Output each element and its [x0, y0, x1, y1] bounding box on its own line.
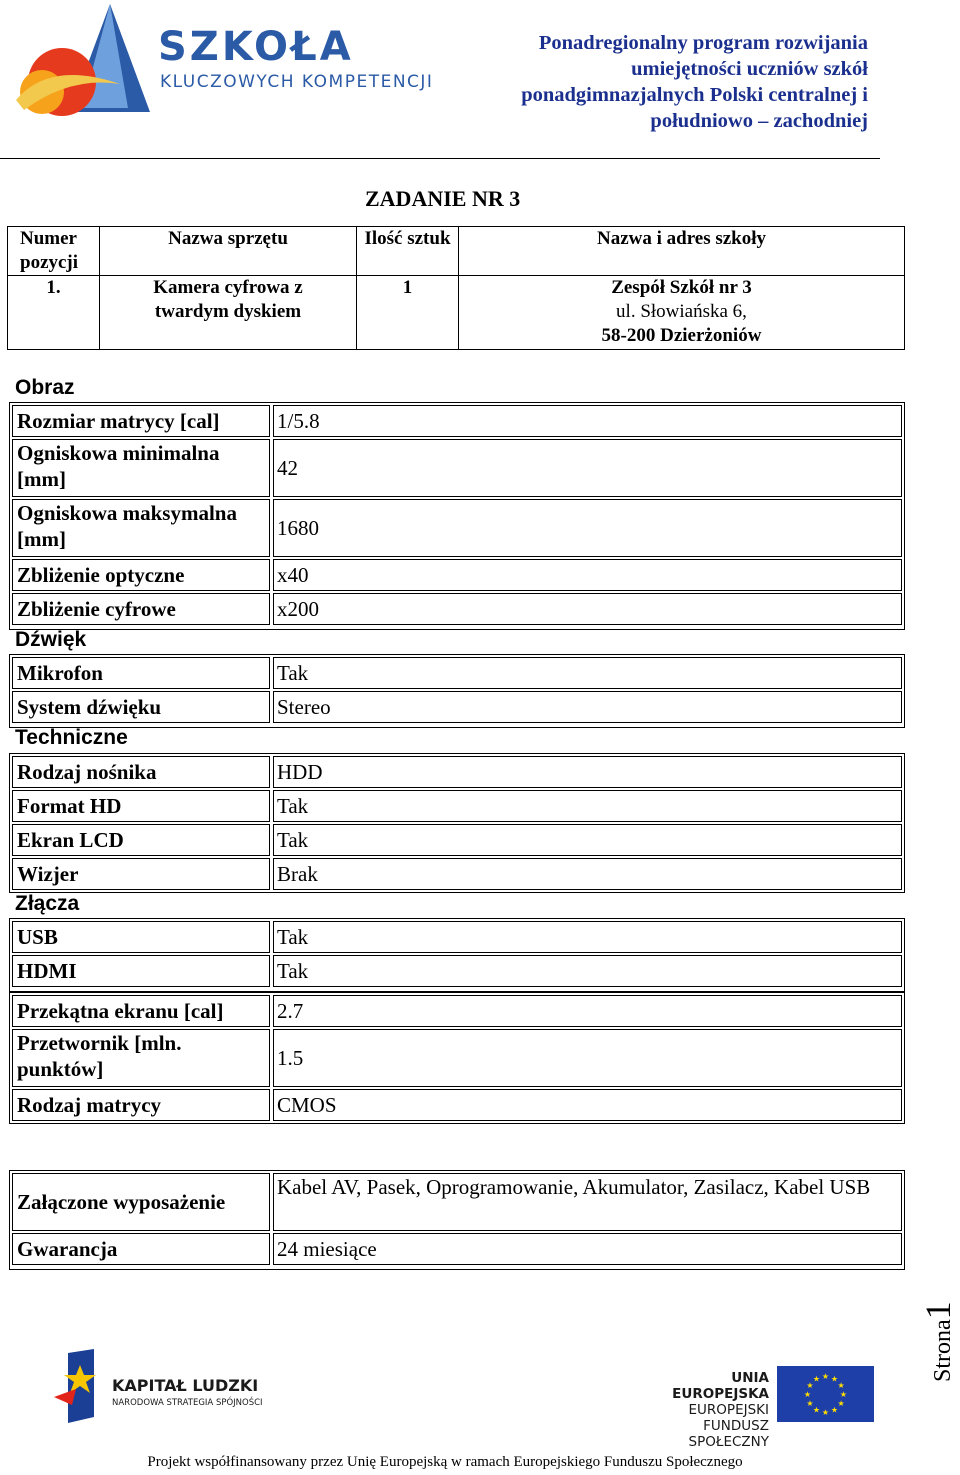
table-row — [12, 593, 902, 625]
spec-label: Ekran LCD — [12, 824, 270, 856]
table-row — [12, 1233, 902, 1265]
page-number: 1 — [918, 1301, 958, 1320]
table-row — [12, 1029, 902, 1087]
spec-value: Kabel AV, Pasek, Oprogramowanie, Akumulator, Zasilacz, Kabel USB — [273, 1173, 902, 1231]
row-quantity: 1 — [357, 276, 459, 350]
spec-value: CMOS — [273, 1089, 902, 1121]
table-row — [12, 439, 902, 497]
spec-value: x40 — [273, 559, 902, 591]
spec-table-other — [9, 992, 905, 1124]
school-street: ul. Słowiańska 6, — [616, 301, 747, 322]
table-row — [12, 405, 902, 437]
spec-value: Tak — [273, 657, 902, 689]
table-row — [12, 559, 902, 591]
equipment-info-table — [7, 226, 905, 350]
spec-label: Gwarancja — [12, 1233, 270, 1265]
spec-label: USB — [12, 921, 270, 953]
kl-title: KAPITAŁ LUDZKI — [112, 1376, 259, 1395]
brand-title: SZKOŁA — [158, 24, 354, 70]
table-row — [12, 756, 902, 788]
section-dzwiek: Dźwięk — [15, 628, 87, 651]
eu-star-icon: ★ — [803, 1390, 812, 1399]
spec-table-dzwiek — [9, 654, 905, 728]
spec-value: Brak — [273, 858, 902, 890]
section-techniczne: Techniczne — [15, 726, 128, 749]
spec-value: 1680 — [273, 499, 902, 557]
eu-star-icon: ★ — [812, 1374, 821, 1384]
brand-subtitle: KLUCZOWYCH KOMPETENCJI — [160, 72, 434, 92]
eu-star-icon: ★ — [837, 1399, 845, 1408]
program-line: umiejętności uczniów szkół — [631, 58, 868, 80]
page-label: Strona — [930, 1319, 956, 1382]
task-title: ZADANIE NR 3 — [365, 186, 521, 211]
row-school — [459, 276, 905, 350]
table-row — [12, 921, 902, 953]
program-title — [448, 30, 868, 134]
header-school: Nazwa i adres szkoły — [459, 227, 905, 276]
eu-star-icon: ★ — [830, 1405, 839, 1415]
spec-label: Rodzaj matrycy — [12, 1089, 270, 1121]
eu-star-icon: ★ — [837, 1381, 845, 1390]
spec-value: 1.5 — [273, 1029, 902, 1087]
eu-star-icon: ★ — [806, 1399, 814, 1408]
table-row — [12, 1173, 902, 1231]
spec-table-techniczne — [9, 753, 905, 893]
spec-value: Tak — [273, 790, 902, 822]
program-line: południowo – zachodniej — [650, 110, 868, 132]
eu-line: FUNDUSZ SPOŁECZNY — [688, 1418, 769, 1450]
eu-line: EUROPEJSKI — [688, 1402, 769, 1418]
spec-label: Ogniskowa maksymalna [mm] — [12, 499, 270, 557]
kl-subtitle: NARODOWA STRATEGIA SPÓJNOŚCI — [112, 1398, 263, 1408]
spec-label: Rozmiar matrycy [cal] — [12, 405, 270, 437]
table-row — [12, 691, 902, 723]
spec-label: Przetwornik [mln. punktów] — [12, 1029, 270, 1087]
spec-label: Zbliżenie cyfrowe — [12, 593, 270, 625]
spec-label: Wizjer — [12, 858, 270, 890]
spec-value: 1/5.8 — [273, 405, 902, 437]
header-divider — [0, 158, 880, 159]
spec-label: HDMI — [12, 955, 270, 987]
eu-star-icon: ★ — [806, 1381, 814, 1390]
header-name: Nazwa sprzętu — [100, 227, 357, 276]
header-quantity: Ilość sztuk — [357, 227, 459, 276]
eu-star-icon: ★ — [839, 1390, 848, 1399]
spec-label: Format HD — [12, 790, 270, 822]
eu-line: UNIA EUROPEJSKA — [672, 1370, 769, 1402]
spec-value: Stereo — [273, 691, 902, 723]
spec-value: 42 — [273, 439, 902, 497]
spec-label: Rodzaj nośnika — [12, 756, 270, 788]
eu-star-icon: ★ — [812, 1405, 821, 1415]
table-row — [12, 790, 902, 822]
spec-label: Zbliżenie optyczne — [12, 559, 270, 591]
spec-label: Ogniskowa minimalna [mm] — [12, 439, 270, 497]
section-obraz: Obraz — [15, 376, 75, 399]
spec-value: x200 — [273, 593, 902, 625]
spec-value: 24 miesiące — [273, 1233, 902, 1265]
eu-star-icon: ★ — [821, 1372, 830, 1381]
spec-label: System dźwięku — [12, 691, 270, 723]
spec-table-obraz — [9, 402, 905, 630]
table-row — [12, 1089, 902, 1121]
page-number-label — [900, 1280, 960, 1390]
spec-value: Tak — [273, 824, 902, 856]
svg-text:Strona1 — [918, 1301, 958, 1382]
table-row — [12, 499, 902, 557]
table-row — [12, 657, 902, 689]
row-equipment-name: Kamera cyfrowa z twardym dyskiem — [100, 276, 357, 350]
eu-star-icon: ★ — [830, 1374, 839, 1384]
program-line: ponadgimnazjalnych Polski centralnej i — [521, 84, 868, 106]
eu-star-icon: ★ — [821, 1408, 830, 1417]
section-zlacza: Złącza — [15, 892, 80, 915]
spec-value: Tak — [273, 955, 902, 987]
table-row — [12, 824, 902, 856]
spec-table-extras — [9, 1170, 905, 1270]
program-line: Ponadregionalny program rozwijania — [538, 32, 868, 54]
table-row — [12, 858, 902, 890]
row-number: 1. — [8, 276, 100, 350]
spec-table-zlacza — [9, 918, 905, 992]
spec-label: Mikrofon — [12, 657, 270, 689]
footer-note: Projekt współfinansowany przez Unię Europejską w ramach Europejskiego Funduszu Społecznego — [147, 1454, 743, 1470]
spec-value: 2.7 — [273, 995, 902, 1027]
spec-value: Tak — [273, 921, 902, 953]
school-name: Zespół Szkół nr 3 — [611, 277, 752, 298]
table-row — [12, 995, 902, 1027]
school-city: 58-200 Dzierżoniów — [601, 325, 762, 346]
eu-text — [632, 1370, 769, 1450]
spec-value: HDD — [273, 756, 902, 788]
kapital-ludzki-logo-icon — [50, 1345, 290, 1425]
spec-label: Załączone wyposażenie — [12, 1173, 270, 1231]
spec-label: Przekątna ekranu [cal] — [12, 995, 270, 1027]
header-number: Numer pozycji — [8, 227, 100, 276]
table-row — [12, 955, 902, 987]
eu-flag-icon — [777, 1366, 874, 1422]
